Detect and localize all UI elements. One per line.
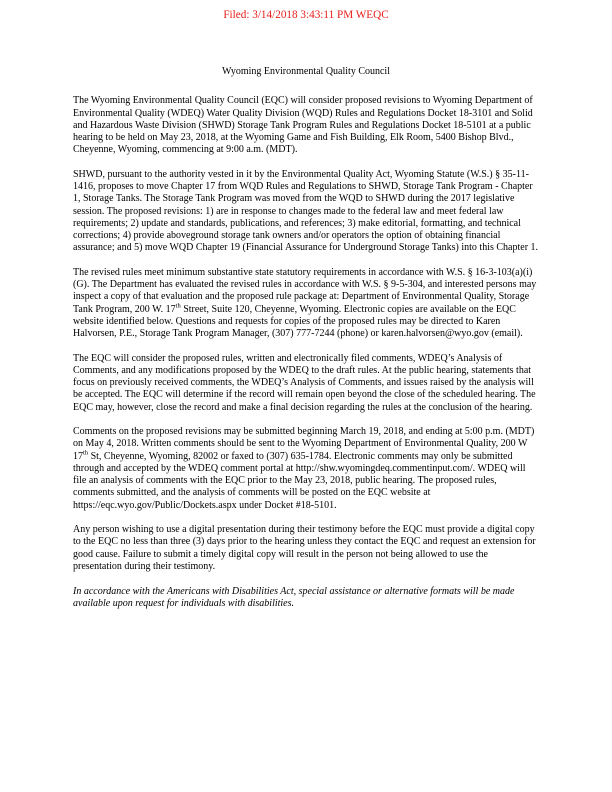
- document-title: Wyoming Environmental Quality Council: [222, 66, 390, 77]
- paragraph-digital-presentation: Any person wishing to use a digital presentation during their testimony before the EQC must provide a digital copy to the EQC no less than three (3) days prior to the hearing unless they contact the EQC and request an extension for good cause. Failure to submit a timely digital copy will result in the person not being allowed to use the presentation during their testimony.: [73, 524, 536, 572]
- paragraph-statutory-requirements: The revised rules meet minimum substantive state statutory requirements in accordance with W.S. § 16-3-103(a)(i)(G). The Department has evaluated the revised rules in accordance with W.S. § 9-5-304, and interested persons may inspect a copy of that evaluation and the proposed rule package at: Department of Environmental Quality, Storage Tank Program, 200 W. 17th Street, Suite 120, Cheyenne, Wyoming. Electronic copies are available on the EQC website identified below. Questions and requests for copies of the proposed rules may be directed to Karen Halvorsen, P.E., Storage Tank Program Manager, (307) 777-7244 (phone) or karen.halvorsen@wyo.gov (email).: [73, 266, 537, 340]
- paragraph-ada-notice: In accordance with the Americans with Disabilities Act, special assistance or alternative formats will be made available upon request for individuals with disabilities.: [73, 585, 515, 609]
- paragraph-proposed-revisions: SHWD, pursuant to the authority vested in it by the Environmental Quality Act, Wyoming Statute (W.S.) § 35-11-1416, proposes to move Chapter 17 from WQD Rules and Regulations to SHWD, Storage Tank Program - Chapter 1, Storage Tanks. The Storage Tank Program was moved from the WQD to SHWD during the 2017 legislative session. The proposed revisions: 1) are in response to changes made to the federal law and meet federal law requirements; 2) update and standards, publications, and references; 3) make editorial, formatting, and technical corrections; 4) provide aboveground storage tank owners and/or operators the option of obtaining financial assurance; and 5) move WQD Chapter 19 (Financial Assurance for Underground Storage Tanks) into this Chapter 1.: [73, 168, 539, 254]
- filed-stamp: Filed: 3/14/2018 3:43:11 PM WEQC: [223, 9, 389, 21]
- paragraph-comment-period: Comments on the proposed revisions may be submitted beginning March 19, 2018, and ending at 5:00 p.m. (MDT) on May 4, 2018. Written comments should be sent to the Wyoming Department of Environmental Quality, 200 W 17th St, Cheyenne, Wyoming, 82002 or faxed to (307) 635-1784. Electronic comments may only be submitted through and accepted by the WDEQ comment portal at http://shw.wyomingdeq.commentinput.com/. WDEQ will file an analysis of comments with the EQC prior to the May 23, 2018, public hearing. The proposed rules, comments submitted, and the analysis of comments will be posted on the EQC website at https://eqc.wyo.gov/Public/Dockets.aspx under Docket #18-5101.: [73, 426, 535, 511]
- document-body: [73, 66, 539, 622]
- paragraph-eqc-consideration: The EQC will consider the proposed rules, written and electronically filed comments, WDEQ’s Analysis of Comments, and any modifications proposed by the WDEQ to the draft rules. At the public hearing, statements that focus on previously received comments, the WDEQ’s Analysis of Comments, and issues raised by the analysis will be accepted. The EQC will determine if the record will remain open beyond the close of the scheduled hearing. The EQC may, however, close the record and make a final decision regarding the rules at the conclusion of the hearing.: [73, 352, 536, 413]
- paragraph-hearing-notice: The Wyoming Environmental Quality Council (EQC) will consider proposed revisions to Wyoming Department of Environmental Quality (WDEQ) Water Quality Division (WQD) Rules and Regulations Docket 18-3101 and Solid and Hazardous Waste Division (SHWD) Storage Tank Program Rules and Regulations Docket 18-5101 at a public hearing to be held on May 23, 2018, at the Wyoming Game and Fish Building, Elk Room, 5400 Bishop Blvd., Cheyenne, Wyoming, commencing at 9:00 a.m. (MDT).: [73, 95, 533, 156]
